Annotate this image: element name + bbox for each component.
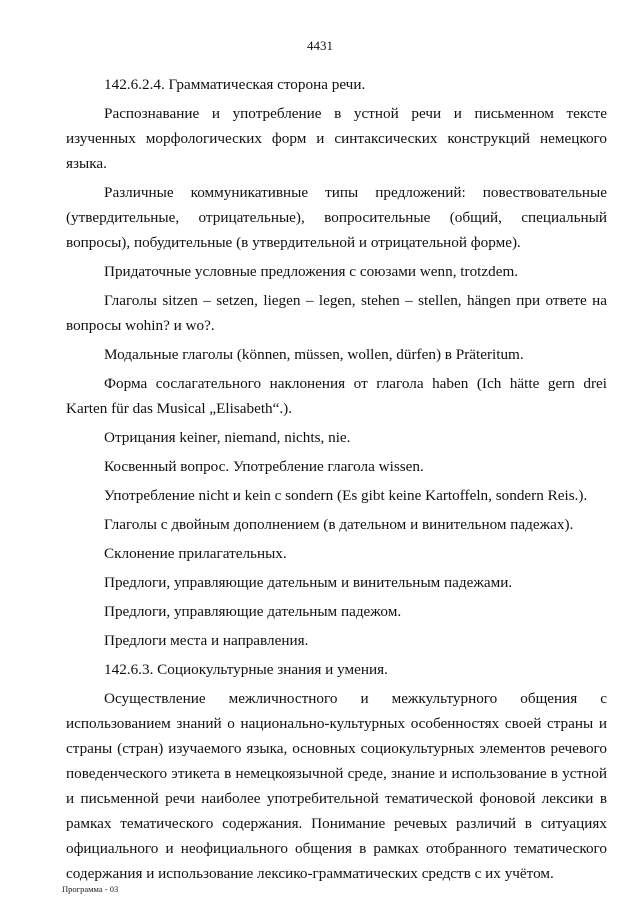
paragraph-negations: Отрицания keiner, niemand, nichts, nie.: [104, 429, 351, 446]
paragraph-recognition: Распознавание и употребление в устной речи и письменном тексте изученных морфологических форм и синтаксических конструкций немецкого языка.: [66, 105, 607, 172]
paragraph-prepositions-dat: Предлоги, управляющие дательным падежом.: [104, 603, 402, 620]
section-heading-grammar: 142.6.2.4. Грамматическая сторона речи.: [104, 76, 366, 93]
paragraph-adjective-declension: Склонение прилагательных.: [104, 545, 287, 562]
document-body: [66, 72, 607, 890]
paragraph-nicht-kein: Употребление nicht и kein с sondern (Es gibt keine Kartoffeln, sondern Reis.).: [104, 487, 588, 504]
paragraph-prepositions-place: Предлоги места и направления.: [104, 632, 309, 649]
paragraph-sociocultural-communication: Осуществление межличностного и межкультурного общения с использованием знаний о национально-культурных особенностях своей страны и страны (стран) изучаемого языка, основных социокультурных элементов речевого поведенческого этикета в немецкоязычной среде, знание и использование в устной и письменной речи наиболее употребительной тематической фоновой лексики в рамках тематического содержания. Понимание речевых различий в ситуациях официального и неофициального общения в рамках отобранного тематического содержания и использование лексико-грамматических средств с их учётом.: [66, 690, 607, 882]
paragraph-verbs-position: Глаголы sitzen – setzen, liegen – legen, stehen – stellen, hängen при ответе на вопросы wohin? и wo?.: [66, 292, 607, 334]
paragraph-conditional-clauses: Придаточные условные предложения с союзами wenn, trotzdem.: [104, 263, 519, 280]
paragraph-prepositions-dat-acc: Предлоги, управляющие дательным и винительным падежами.: [104, 574, 513, 591]
paragraph-sentence-types: Различные коммуникативные типы предложений: повествовательные (утвердительные, отрицательные), вопросительные (общий, специальный вопросы), побудительные (в утвердительной и отрицательной форме).: [66, 184, 607, 251]
page-footer: Программа - 03: [62, 884, 119, 894]
paragraph-double-object: Глаголы с двойным дополнением (в дательном и винительном падежах).: [104, 516, 574, 533]
paragraph-subjunctive: Форма сослагательного наклонения от глагола haben (Ich hätte gern drei Karten für das Musical „Elisabeth“.).: [66, 375, 607, 417]
paragraph-modal-verbs: Модальные глаголы (können, müssen, wollen, dürfen) в Präteritum.: [104, 346, 524, 363]
section-heading-sociocultural: 142.6.3. Социокультурные знания и умения.: [104, 661, 388, 678]
paragraph-indirect-question: Косвенный вопрос. Употребление глагола wissen.: [104, 458, 424, 475]
page-number: 4431: [307, 38, 333, 53]
